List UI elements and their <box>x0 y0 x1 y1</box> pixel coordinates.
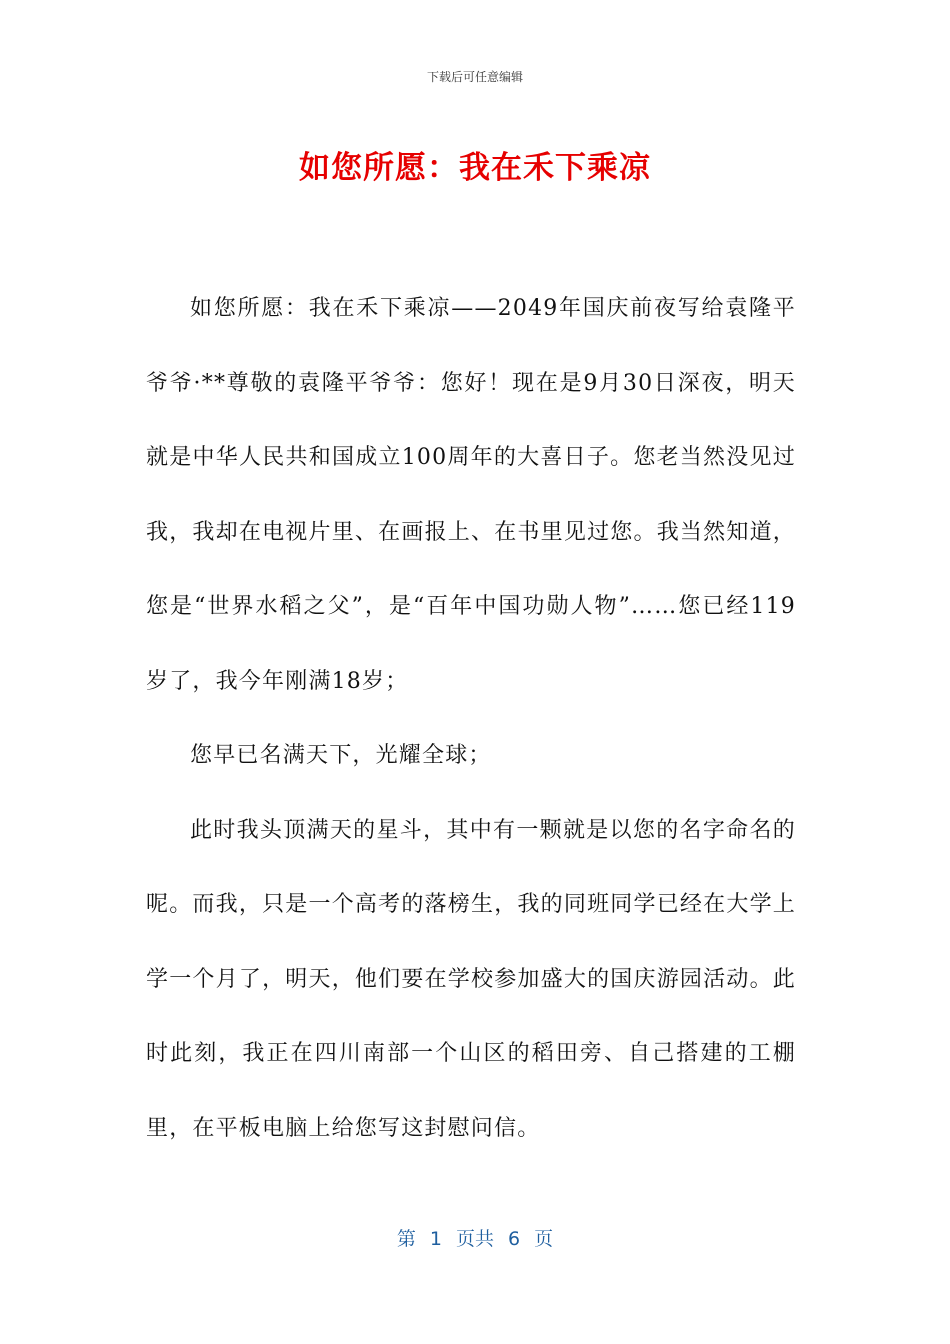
body-paragraph-3: 此时我头顶满天的星斗，其中有一颗就是以您的名字命名的呢。而我，只是一个高考的落榜生，我的同班同学已经在大学上学一个月了，明天，他们要在学校参加盛大的国庆游园活动。此时此刻，我正在四川南部一个山区的稻田旁、自己搭建的工棚里，在平板电脑上给您写这封慰问信。 <box>146 817 796 1141</box>
document-body <box>146 272 796 1166</box>
page-footer <box>0 1224 950 1251</box>
header-note: 下载后可任意编辑 <box>426 70 523 84</box>
footer-total-pages: 6 <box>508 1228 521 1250</box>
footer-suffix: 页 <box>534 1228 554 1250</box>
footer-middle: 页共 <box>455 1228 494 1250</box>
body-paragraph-2: 您早已名满天下，光耀全球； <box>190 743 492 768</box>
footer-current-page: 1 <box>429 1228 442 1250</box>
footer-prefix: 第 <box>396 1228 416 1250</box>
body-paragraph-1: 如您所愿：我在禾下乘凉——2049年国庆前夜写给袁隆平爷爷·**尊敬的袁隆平爷爷：您好！现在是9月30日深夜，明天就是中华人民共和国成立100周年的大喜日子。您老当然没见过我，我却在电视片里、在画报上、在书里见过您。我当然知道，您是“世界水稻之父”，是“百年中国功勋人物”……您已经119岁了，我今年刚满18岁； <box>146 296 796 694</box>
document-title: 如您所愿：我在禾下乘凉 <box>299 150 651 186</box>
